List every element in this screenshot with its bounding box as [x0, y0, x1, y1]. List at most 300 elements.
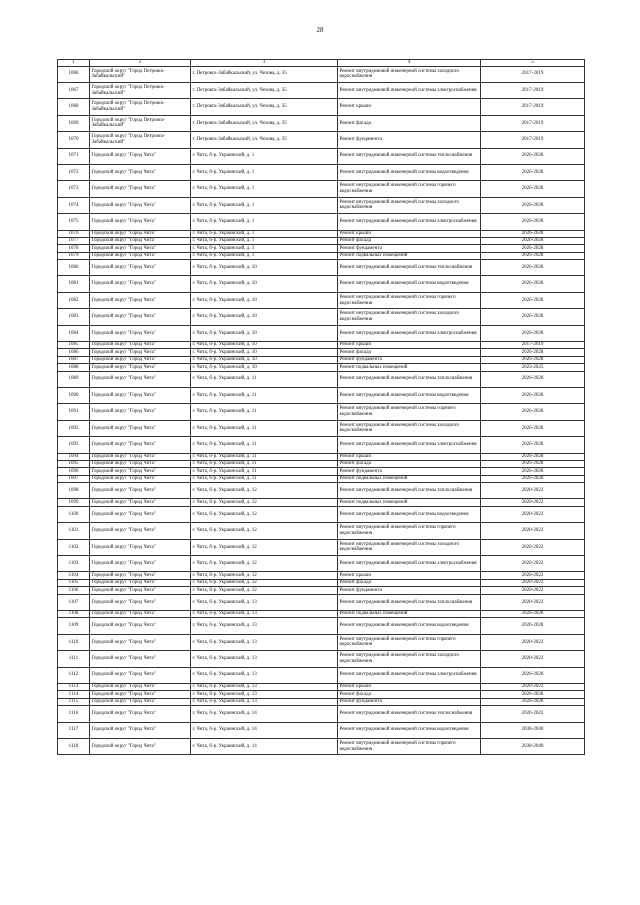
cell-row-number: 1092 [58, 420, 90, 436]
cell-municipality: Городской округ "Город Чита" [90, 230, 191, 237]
cell-work-type: Ремонт внутридомовой инженерной системы горячего водоснабжения [338, 404, 481, 420]
cell-address: г. Чита, б-р. Украинский, д. 12 [191, 483, 338, 499]
cell-work-type: Ремонт крыши [338, 572, 481, 579]
cell-row-number: 1116 [58, 706, 90, 722]
cell-address: г. Чита, б-р. Украинский, д. 12 [191, 523, 338, 539]
cell-work-type: Ремонт внутридомовой инженерной системы холодного водоснабжения [338, 539, 481, 555]
cell-municipality: Городской округ "Город Чита" [90, 237, 191, 244]
cell-row-number: 1099 [58, 499, 90, 506]
cell-municipality: Городской округ "Город Чита" [90, 197, 191, 213]
cell-work-type: Ремонт фундамента [338, 245, 481, 252]
table-row [58, 460, 585, 467]
cell-work-type: Ремонт крыши [338, 683, 481, 690]
cell-address: г. Чита, б-р. Украинский, д. 11 [191, 404, 338, 420]
cell-address: г. Чита, б-р. Украинский, д. 13 [191, 594, 338, 610]
cell-work-type: Ремонт фундамента [338, 587, 481, 594]
cell-municipality: Городской округ "Город Чита" [90, 483, 191, 499]
cell-municipality: Городской округ "Город Чита" [90, 651, 191, 667]
cell-municipality: Городской округ "Город Чита" [90, 618, 191, 634]
cell-address: г. Чита, б-р. Украинский, д. 13 [191, 651, 338, 667]
cell-period: 2020-2022 [481, 594, 585, 610]
cell-address: г. Чита, б-р. Украинский, д. 11 [191, 371, 338, 387]
cell-period: 2020-2022 [481, 587, 585, 594]
table-row [58, 325, 585, 341]
cell-period: 2026-2028 [481, 292, 585, 308]
cell-address: г. Чита, б-р. Украинский, д. 12 [191, 539, 338, 555]
cell-address: г. Чита, б-р. Украинский, д. 13 [191, 698, 338, 705]
cell-municipality: Городской округ "Город Чита" [90, 579, 191, 586]
cell-address: г. Чита, б-р. Украинский, д. 12 [191, 587, 338, 594]
cell-municipality: Городской округ "Город Чита" [90, 634, 191, 650]
cell-municipality: Городской округ "Город Чита" [90, 683, 191, 690]
cell-period: 2017-2019 [481, 82, 585, 98]
table-row [58, 738, 585, 754]
cell-row-number: 1090 [58, 387, 90, 403]
cell-period: 2017-2019 [481, 132, 585, 148]
cell-municipality: Городской округ "Город Чита" [90, 453, 191, 460]
cell-municipality: Городской округ "Город Чита" [90, 611, 191, 618]
table-row [58, 387, 585, 403]
cell-row-number: 1089 [58, 371, 90, 387]
cell-row-number: 1104 [58, 572, 90, 579]
column-header-1: 1 [58, 60, 90, 67]
cell-work-type: Ремонт подвальных помещений [338, 364, 481, 371]
cell-row-number: 1071 [58, 148, 90, 164]
cell-period: 2017-2019 [481, 99, 585, 115]
table-row [58, 556, 585, 572]
cell-row-number: 1110 [58, 634, 90, 650]
cell-row-number: 1106 [58, 587, 90, 594]
cell-address: г. Чита, б-р. Украинский, д. 10 [191, 292, 338, 308]
cell-row-number: 1091 [58, 404, 90, 420]
cell-municipality: Городской округ "Город Чита" [90, 420, 191, 436]
cell-municipality: Городской округ "Город Петровск-Забайкальский" [90, 132, 191, 148]
cell-address: г. Чита, б-р. Украинский, д. 1 [191, 148, 338, 164]
cell-work-type: Ремонт подвальных помещений [338, 499, 481, 506]
cell-work-type: Ремонт внутридомовой инженерной системы электроснабжения [338, 214, 481, 230]
cell-work-type: Ремонт внутридомовой инженерной системы горячего водоснабжения [338, 523, 481, 539]
cell-row-number: 1094 [58, 453, 90, 460]
cell-period: 2017-2019 [481, 342, 585, 349]
cell-period: 2020-2022 [481, 572, 585, 579]
header-row [58, 60, 585, 67]
table-row [58, 437, 585, 453]
cell-period: 2020-2022 [481, 706, 585, 722]
cell-municipality: Городской округ "Город Чита" [90, 706, 191, 722]
cell-work-type: Ремонт внутридомовой инженерной системы горячего водоснабжения [338, 738, 481, 754]
table-row [58, 468, 585, 475]
cell-work-type: Ремонт внутридомовой инженерной системы электроснабжения [338, 556, 481, 572]
table-row [58, 722, 585, 738]
cell-row-number: 1102 [58, 539, 90, 555]
cell-row-number: 1080 [58, 260, 90, 276]
table-row [58, 99, 585, 115]
table-row [58, 499, 585, 506]
cell-work-type: Ремонт внутридомовой инженерной системы водоотведения [338, 618, 481, 634]
cell-address: г. Петровск-Забайкальский, ул. Чехова, д. 35 [191, 132, 338, 148]
cell-work-type: Ремонт фундамента [338, 698, 481, 705]
table-row [58, 342, 585, 349]
cell-address: г. Чита, б-р. Украинский, д. 10 [191, 309, 338, 325]
cell-address: г. Чита, б-р. Украинский, д. 1 [191, 214, 338, 230]
column-header-4: 4 [338, 60, 481, 67]
cell-row-number: 1096 [58, 468, 90, 475]
cell-municipality: Городской округ "Город Чита" [90, 667, 191, 683]
table-row [58, 245, 585, 252]
table-row [58, 237, 585, 244]
cell-address: г. Чита, б-р. Украинский, д. 12 [191, 506, 338, 522]
cell-address: г. Петровск-Забайкальский, ул. Чехова, д. 35 [191, 82, 338, 98]
cell-period: 2026-2028 [481, 197, 585, 213]
table-header [58, 60, 585, 67]
cell-period: 2020-2022 [481, 523, 585, 539]
cell-period: 2026-2028 [481, 325, 585, 341]
column-header-3: 3 [191, 60, 338, 67]
cell-municipality: Городской округ "Город Чита" [90, 356, 191, 363]
table-row [58, 691, 585, 698]
table-row [58, 587, 585, 594]
cell-work-type: Ремонт подвальных помещений [338, 611, 481, 618]
cell-address: г. Чита, б-р. Украинский, д. 11 [191, 437, 338, 453]
cell-work-type: Ремонт подвальных помещений [338, 252, 481, 259]
column-header-5: 5 [481, 60, 585, 67]
cell-work-type: Ремонт внутридомовой инженерной системы водоотведения [338, 387, 481, 403]
cell-municipality: Городской округ "Город Чита" [90, 260, 191, 276]
cell-address: г. Чита, б-р. Украинский, д. 11 [191, 453, 338, 460]
cell-period: 2020-2022 [481, 634, 585, 650]
cell-period: 2026-2028 [481, 309, 585, 325]
cell-period: 2020-2022 [481, 579, 585, 586]
table-row [58, 66, 585, 82]
cell-row-number: 1112 [58, 667, 90, 683]
cell-row-number: 1086 [58, 349, 90, 356]
cell-municipality: Городской округ "Город Чита" [90, 738, 191, 754]
cell-row-number: 1085 [58, 342, 90, 349]
table-row [58, 572, 585, 579]
cell-row-number: 1070 [58, 132, 90, 148]
cell-period: 2020-2022 [481, 651, 585, 667]
cell-work-type: Ремонт внутридомовой инженерной системы холодного водоснабжения [338, 651, 481, 667]
cell-row-number: 1072 [58, 164, 90, 180]
cell-address: г. Чита, б-р. Украинский, д. 11 [191, 475, 338, 482]
cell-municipality: Городской округ "Город Чита" [90, 404, 191, 420]
table-row [58, 475, 585, 482]
table-row [58, 115, 585, 131]
cell-period: 2026-2028 [481, 691, 585, 698]
cell-row-number: 1101 [58, 523, 90, 539]
cell-municipality: Городской округ "Город Петровск-Забайкальский" [90, 99, 191, 115]
cell-period: 2017-2019 [481, 66, 585, 82]
table-row [58, 132, 585, 148]
cell-municipality: Городской округ "Город Чита" [90, 309, 191, 325]
cell-municipality: Городской округ "Город Петровск-Забайкальский" [90, 115, 191, 131]
cell-period: 2026-2028 [481, 371, 585, 387]
cell-row-number: 1073 [58, 181, 90, 197]
cell-period: 2026-2028 [481, 237, 585, 244]
cell-work-type: Ремонт фасада [338, 579, 481, 586]
cell-period: 2020-2022 [481, 556, 585, 572]
cell-work-type: Ремонт фасада [338, 691, 481, 698]
cell-municipality: Городской округ "Город Чита" [90, 214, 191, 230]
cell-work-type: Ремонт фундамента [338, 132, 481, 148]
cell-municipality: Городской округ "Город Чита" [90, 364, 191, 371]
cell-address: г. Чита, б-р. Украинский, д. 12 [191, 556, 338, 572]
cell-row-number: 1076 [58, 230, 90, 237]
cell-work-type: Ремонт внутридомовой инженерной системы электроснабжения [338, 325, 481, 341]
table-row [58, 181, 585, 197]
cell-row-number: 1100 [58, 506, 90, 522]
cell-municipality: Городской округ "Город Петровск-Забайкальский" [90, 66, 191, 82]
cell-municipality: Городской округ "Город Чита" [90, 342, 191, 349]
cell-municipality: Городской округ "Город Чита" [90, 371, 191, 387]
table-row [58, 611, 585, 618]
cell-work-type: Ремонт внутридомовой инженерной системы теплоснабжения [338, 371, 481, 387]
cell-row-number: 1111 [58, 651, 90, 667]
table-row [58, 404, 585, 420]
cell-municipality: Городской округ "Город Чита" [90, 587, 191, 594]
cell-municipality: Городской округ "Город Чита" [90, 460, 191, 467]
cell-work-type: Ремонт фасада [338, 349, 481, 356]
cell-municipality: Городской округ "Город Чита" [90, 387, 191, 403]
cell-row-number: 1118 [58, 738, 90, 754]
cell-address: г. Чита, б-р. Украинский, д. 1 [191, 245, 338, 252]
cell-work-type: Ремонт внутридомовой инженерной системы водоотведения [338, 722, 481, 738]
cell-period: 2026-2028 [481, 468, 585, 475]
cell-municipality: Городской округ "Город Чита" [90, 245, 191, 252]
cell-address: г. Чита, б-р. Украинский, д. 1 [191, 230, 338, 237]
cell-row-number: 1115 [58, 698, 90, 705]
cell-work-type: Ремонт фундамента [338, 468, 481, 475]
cell-address: г. Чита, б-р. Украинский, д. 14 [191, 722, 338, 738]
cell-municipality: Городской округ "Город Чита" [90, 181, 191, 197]
cell-row-number: 1079 [58, 252, 90, 259]
cell-row-number: 1117 [58, 722, 90, 738]
cell-row-number: 1069 [58, 115, 90, 131]
column-header-2: 2 [90, 60, 191, 67]
cell-address: г. Чита, б-р. Украинский, д. 1 [191, 237, 338, 244]
cell-period: 2026-2028 [481, 460, 585, 467]
table-row [58, 594, 585, 610]
cell-row-number: 1095 [58, 460, 90, 467]
table-row [58, 230, 585, 237]
cell-address: г. Чита, б-р. Украинский, д. 10 [191, 364, 338, 371]
cell-work-type: Ремонт внутридомовой инженерной системы водоотведения [338, 276, 481, 292]
table-row [58, 82, 585, 98]
cell-period: 2026-2028 [481, 698, 585, 705]
cell-work-type: Ремонт фундамента [338, 356, 481, 363]
cell-work-type: Ремонт внутридомовой инженерной системы теплоснабжения [338, 706, 481, 722]
cell-row-number: 1083 [58, 309, 90, 325]
cell-period: 2020-2022 [481, 539, 585, 555]
cell-address: г. Чита, б-р. Украинский, д. 12 [191, 572, 338, 579]
cell-work-type: Ремонт внутридомовой инженерной системы теплоснабжения [338, 594, 481, 610]
table-row [58, 309, 585, 325]
cell-row-number: 1107 [58, 594, 90, 610]
table-row [58, 214, 585, 230]
cell-row-number: 1109 [58, 618, 90, 634]
cell-period: 2026-2028 [481, 349, 585, 356]
cell-work-type: Ремонт внутридомовой инженерной системы горячего водоснабжения [338, 181, 481, 197]
cell-address: г. Чита, б-р. Украинский, д. 13 [191, 667, 338, 683]
table-row [58, 292, 585, 308]
cell-address: г. Петровск-Забайкальский, ул. Чехова, д. 35 [191, 66, 338, 82]
cell-address: г. Чита, б-р. Украинский, д. 1 [191, 252, 338, 259]
cell-address: г. Чита, б-р. Украинский, д. 13 [191, 691, 338, 698]
cell-address: г. Чита, б-р. Украинский, д. 11 [191, 420, 338, 436]
cell-row-number: 1103 [58, 556, 90, 572]
cell-address: г. Чита, б-р. Украинский, д. 10 [191, 349, 338, 356]
cell-municipality: Городской округ "Город Чита" [90, 252, 191, 259]
cell-period: 2026-2028 [481, 252, 585, 259]
cell-row-number: 1114 [58, 691, 90, 698]
cell-period: 2026-2028 [481, 245, 585, 252]
cell-period: 2026-2028 [481, 230, 585, 237]
cell-work-type: Ремонт внутридомовой инженерной системы теплоснабжения [338, 483, 481, 499]
cell-work-type: Ремонт внутридомовой инженерной системы теплоснабжения [338, 148, 481, 164]
cell-row-number: 1074 [58, 197, 90, 213]
cell-work-type: Ремонт внутридомовой инженерной системы горячего водоснабжения [338, 292, 481, 308]
table-row [58, 539, 585, 555]
cell-period: 2026-2028 [481, 420, 585, 436]
cell-work-type: Ремонт крыши [338, 99, 481, 115]
cell-period: 2026-2028 [481, 475, 585, 482]
cell-row-number: 1108 [58, 611, 90, 618]
table-row [58, 634, 585, 650]
cell-row-number: 1075 [58, 214, 90, 230]
cell-period: 2026-2028 [481, 611, 585, 618]
table-row [58, 698, 585, 705]
cell-municipality: Городской округ "Город Чита" [90, 475, 191, 482]
cell-period: 2026-2028 [481, 437, 585, 453]
cell-period: 2026-2028 [481, 148, 585, 164]
cell-period: 2038-2040 [481, 738, 585, 754]
cell-municipality: Городской округ "Город Чита" [90, 691, 191, 698]
cell-work-type: Ремонт подвальных помещений [338, 475, 481, 482]
cell-period: 2026-2028 [481, 618, 585, 634]
cell-period: 2026-2028 [481, 276, 585, 292]
table-row [58, 349, 585, 356]
cell-work-type: Ремонт фасада [338, 237, 481, 244]
cell-address: г. Чита, б-р. Украинский, д. 10 [191, 260, 338, 276]
cell-period: 2026-2028 [481, 387, 585, 403]
cell-municipality: Городской округ "Город Чита" [90, 499, 191, 506]
cell-row-number: 1084 [58, 325, 90, 341]
cell-address: г. Петровск-Забайкальский, ул. Чехова, д. 35 [191, 115, 338, 131]
cell-period: 2026-2028 [481, 164, 585, 180]
cell-row-number: 1077 [58, 237, 90, 244]
cell-municipality: Городской округ "Город Чита" [90, 722, 191, 738]
table-row [58, 371, 585, 387]
cell-work-type: Ремонт крыши [338, 230, 481, 237]
table-row [58, 667, 585, 683]
cell-period: 2020-2022 [481, 499, 585, 506]
cell-address: г. Чита, б-р. Украинский, д. 10 [191, 276, 338, 292]
cell-row-number: 1082 [58, 292, 90, 308]
table-row [58, 523, 585, 539]
table-row [58, 164, 585, 180]
cell-address: г. Чита, б-р. Украинский, д. 11 [191, 387, 338, 403]
cell-period: 2026-2028 [481, 453, 585, 460]
cell-row-number: 1067 [58, 82, 90, 98]
cell-row-number: 1068 [58, 99, 90, 115]
cell-address: г. Чита, б-р. Украинский, д. 10 [191, 325, 338, 341]
cell-address: г. Чита, б-р. Украинский, д. 13 [191, 634, 338, 650]
cell-row-number: 1093 [58, 437, 90, 453]
cell-address: г. Чита, б-р. Украинский, д. 14 [191, 706, 338, 722]
cell-address: г. Чита, б-р. Украинский, д. 1 [191, 197, 338, 213]
cell-work-type: Ремонт внутридомовой инженерной системы электроснабжения [338, 82, 481, 98]
cell-row-number: 1087 [58, 356, 90, 363]
cell-municipality: Городской округ "Город Чита" [90, 594, 191, 610]
table-row [58, 506, 585, 522]
cell-period: 2020-2022 [481, 483, 585, 499]
cell-work-type: Ремонт фасада [338, 460, 481, 467]
table-row [58, 252, 585, 259]
cell-period: 2026-2028 [481, 214, 585, 230]
cell-period: 2020-2022 [481, 683, 585, 690]
cell-work-type: Ремонт внутридомовой инженерной системы горячего водоснабжения [338, 634, 481, 650]
cell-address: г. Чита, б-р. Украинский, д. 12 [191, 499, 338, 506]
table-row [58, 483, 585, 499]
cell-municipality: Городской округ "Город Чита" [90, 325, 191, 341]
cell-work-type: Ремонт внутридомовой инженерной системы холодного водоснабжения [338, 197, 481, 213]
cell-row-number: 1078 [58, 245, 90, 252]
cell-period: 2023-2025 [481, 364, 585, 371]
table-body [58, 66, 585, 755]
cell-work-type: Ремонт внутридомовой инженерной системы холодного водоснабжения [338, 66, 481, 82]
cell-work-type: Ремонт крыши [338, 342, 481, 349]
cell-period: 2017-2019 [481, 115, 585, 131]
table-row [58, 356, 585, 363]
table-row [58, 706, 585, 722]
cell-municipality: Городской округ "Город Чита" [90, 164, 191, 180]
cell-work-type: Ремонт крыши [338, 453, 481, 460]
cell-municipality: Городской округ "Город Чита" [90, 437, 191, 453]
table-row [58, 197, 585, 213]
cell-period: 2026-2028 [481, 260, 585, 276]
cell-work-type: Ремонт внутридомовой инженерной системы электроснабжения [338, 437, 481, 453]
cell-address: г. Чита, б-р. Украинский, д. 13 [191, 611, 338, 618]
cell-address: г. Чита, б-р. Украинский, д. 10 [191, 356, 338, 363]
registry-table [57, 59, 585, 755]
cell-row-number: 1081 [58, 276, 90, 292]
table-row [58, 276, 585, 292]
cell-address: г. Чита, б-р. Украинский, д. 13 [191, 683, 338, 690]
cell-work-type: Ремонт фасада [338, 115, 481, 131]
cell-work-type: Ремонт внутридомовой инженерной системы водоотведения [338, 164, 481, 180]
table-row [58, 453, 585, 460]
cell-work-type: Ремонт внутридомовой инженерной системы электроснабжения [338, 667, 481, 683]
cell-municipality: Городской округ "Город Чита" [90, 698, 191, 705]
cell-municipality: Городской округ "Город Чита" [90, 506, 191, 522]
cell-address: г. Чита, б-р. Украинский, д. 11 [191, 460, 338, 467]
cell-address: г. Чита, б-р. Украинский, д. 1 [191, 164, 338, 180]
cell-row-number: 1113 [58, 683, 90, 690]
cell-period: 2026-2028 [481, 667, 585, 683]
cell-address: г. Чита, б-р. Украинский, д. 1 [191, 181, 338, 197]
table-row [58, 579, 585, 586]
cell-row-number: 1088 [58, 364, 90, 371]
cell-municipality: Городской округ "Город Чита" [90, 148, 191, 164]
table-row [58, 420, 585, 436]
table-row [58, 260, 585, 276]
table-row [58, 618, 585, 634]
cell-municipality: Городской округ "Город Чита" [90, 276, 191, 292]
cell-address: г. Чита, б-р. Украинский, д. 13 [191, 618, 338, 634]
cell-municipality: Городской округ "Город Чита" [90, 539, 191, 555]
cell-row-number: 1097 [58, 475, 90, 482]
cell-period: 2026-2028 [481, 181, 585, 197]
